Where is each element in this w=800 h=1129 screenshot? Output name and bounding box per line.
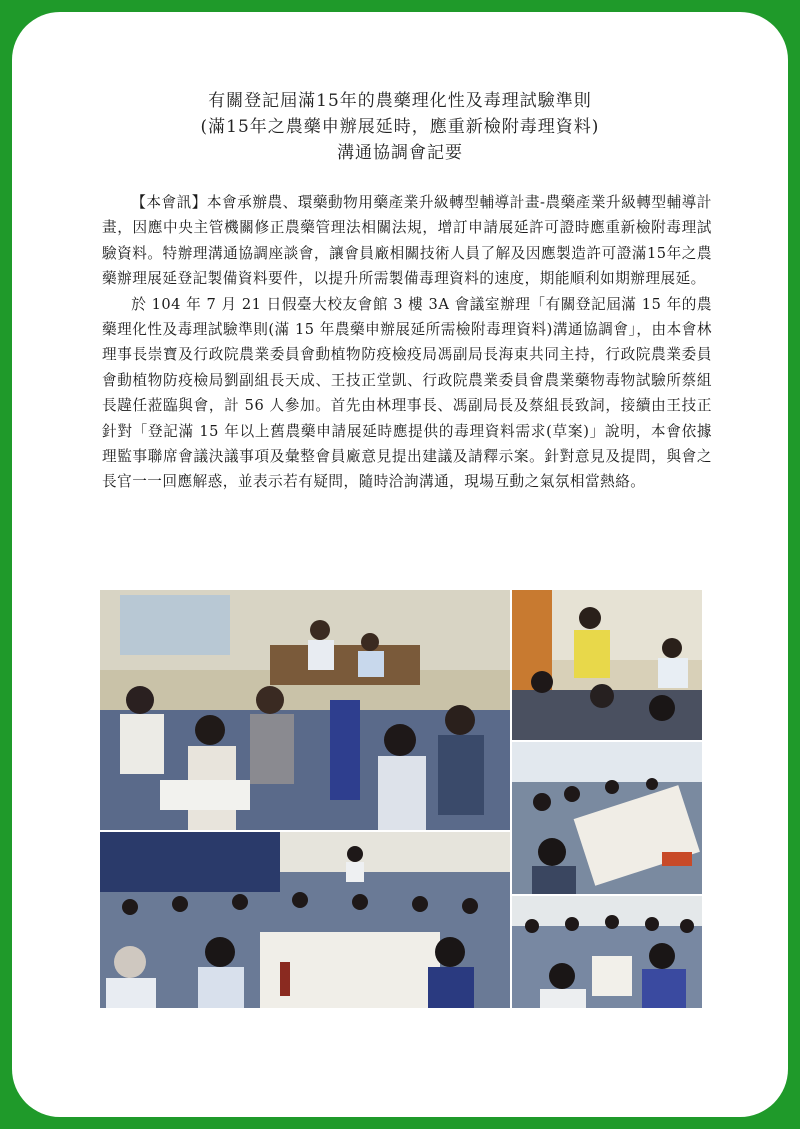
audience-photo-3 [512,896,702,1008]
meeting-photo-1 [100,590,510,830]
audience-photo-1 [512,742,702,894]
title-line-3: 溝通協調會記要 [337,143,463,163]
title-line-2: (滿15年之農藥申辦展延時，應重新檢附毒理資料) [200,117,600,137]
title-line-1: 有關登記屆滿15年的農藥理化性及毒理試驗準則 [208,91,592,111]
speaker-photo [512,590,702,740]
paragraph-1: 【本會訊】本會承辦農、環藥動物用藥產業升級轉型輔導計畫-農藥產業升級轉型輔導計畫，因應中央主管機關修正農藥管理法相關法規，增訂申請展延許可證時應重新檢附毒理試驗資料。特辦理溝通協調座談會，讓會員廠相關技術人員了解及因應製造許可證滿15年之農藥辦理展延登記製備資料要件，以提升所需製備毒理資料的速度，期能順利如期辦理展延。 [102,194,712,288]
paragraph-2: 於 104 年 7 月 21 日假臺大校友會館 3 樓 3A 會議室辦理「有關登記屆滿 15 年的農藥理化性及毒理試驗準則(滿 15 年農藥申辦展延所需檢附毒理資料)溝通協調會」，由本會林理事長崇寶及行政院農業委員會動植物防疫檢疫局馮副局長海東共同主持，行政院農業委員會動植物防疫檢局劉副組長天成、王技正堂凱、行政院農業委員會農業藥物毒物試驗所蔡組長韙任蒞臨與會，計 56 人參加。首先由林理事長、馮副局長及蔡組長致詞，接續由王技正針對「登記滿 15 年以上舊農藥申請展延時應提供的毒理資料需求(草案)」說明，本會依據理監事聯席會議決議事項及彙整會員廠意見提出建議及請釋示案。針對意見及提問，與會之長官一一回應解惑，並表示若有疑問，隨時洽詢溝通，現場互動之氣氛相當熱絡。 [102,295,712,491]
article-body [102,190,712,495]
document-title [12,88,788,166]
document-page [12,12,788,1117]
audience-photo-2 [100,832,510,1008]
